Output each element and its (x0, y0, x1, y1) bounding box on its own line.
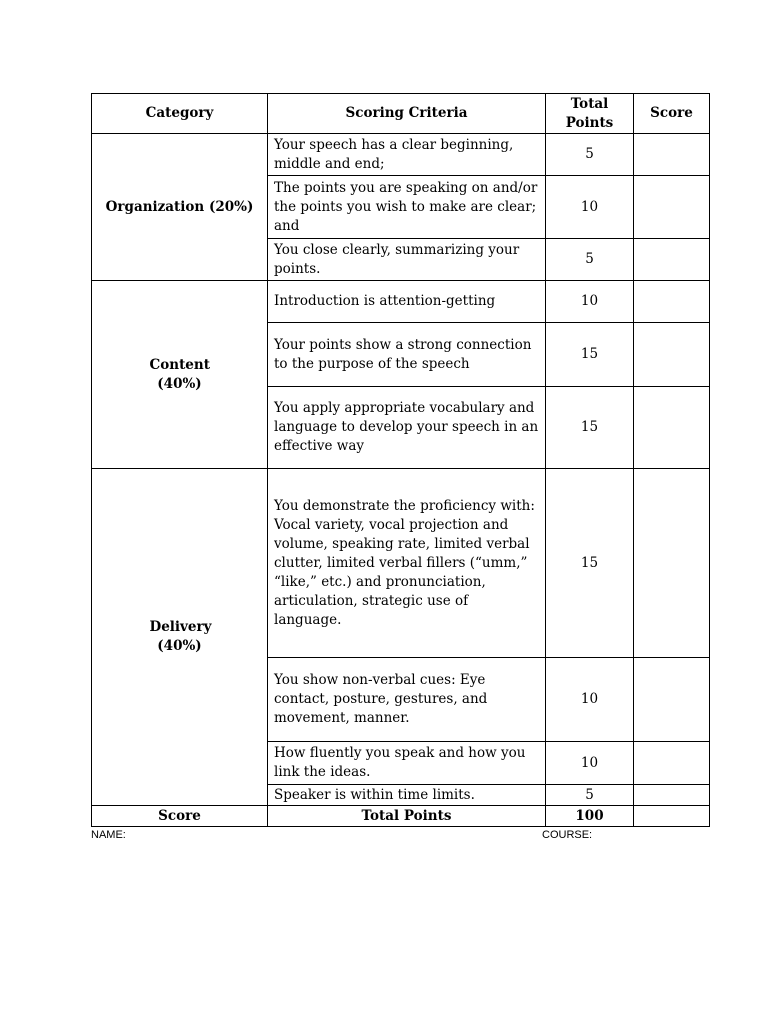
score-cell[interactable] (634, 323, 710, 387)
criteria-cell: You demonstrate the proficiency with: Vocal variety, vocal projection and volume, speaking rate, limited verbal clutter, limited verbal fillers (“umm,” “like,” etc.) and pronunciation, articulation, strategic use of language. (268, 469, 546, 658)
score-cell[interactable] (634, 742, 710, 785)
points-cell: 10 (546, 176, 634, 239)
points-cell: 15 (546, 323, 634, 387)
points-cell: 15 (546, 469, 634, 658)
footer-row (92, 806, 710, 827)
criteria-cell: You close clearly, summarizing your points. (268, 239, 546, 281)
criteria-cell: How fluently you speak and how you link the ideas. (268, 742, 546, 785)
category-content-label: Content (40%) (149, 356, 210, 392)
score-cell[interactable] (634, 387, 710, 469)
table-row (92, 134, 710, 176)
header-category: Category (92, 94, 268, 134)
criteria-cell: You apply appropriate vocabulary and language to develop your speech in an effective way (268, 387, 546, 469)
rubric-table (91, 93, 710, 827)
score-cell[interactable] (634, 176, 710, 239)
name-label: NAME: (91, 829, 126, 841)
points-cell: 10 (546, 742, 634, 785)
score-cell[interactable] (634, 785, 710, 806)
score-cell[interactable] (634, 239, 710, 281)
footer-score-label: Score (92, 806, 268, 827)
course-label: COURSE: (542, 829, 593, 841)
points-cell: 5 (546, 785, 634, 806)
criteria-text: You show non-verbal cues: Eye contact, posture, gestures, and movement, manner. (274, 672, 488, 726)
criteria-cell: Speaker is within time limits. (268, 785, 546, 806)
footer-total-label: Total Points (268, 806, 546, 827)
criteria-cell: Introduction is attention-getting (268, 281, 546, 323)
score-cell[interactable] (634, 134, 710, 176)
points-cell: 5 (546, 134, 634, 176)
score-cell[interactable] (634, 281, 710, 323)
category-organization: Organization (20%) (92, 134, 268, 281)
score-cell[interactable] (634, 658, 710, 742)
points-cell: 10 (546, 281, 634, 323)
category-content (92, 281, 268, 469)
criteria-cell (268, 658, 546, 742)
points-cell: 15 (546, 387, 634, 469)
score-cell[interactable] (634, 469, 710, 658)
table-row (92, 469, 710, 658)
category-delivery (92, 469, 268, 806)
header-total-points: Total Points (546, 94, 634, 134)
header-scoring-criteria: Scoring Criteria (268, 94, 546, 134)
header-row (92, 94, 710, 134)
criteria-cell: The points you are speaking on and/or the points you wish to make are clear; and (268, 176, 546, 239)
footer-total-value: 100 (546, 806, 634, 827)
category-delivery-label: Delivery (40%) (149, 619, 212, 654)
criteria-cell: Your points show a strong connection to the purpose of the speech (268, 323, 546, 387)
points-cell: 5 (546, 239, 634, 281)
footer-score-value[interactable] (634, 806, 710, 827)
points-cell: 10 (546, 658, 634, 742)
header-score: Score (634, 94, 710, 134)
table-row (92, 281, 710, 323)
criteria-cell: Your speech has a clear beginning, middle and end; (268, 134, 546, 176)
